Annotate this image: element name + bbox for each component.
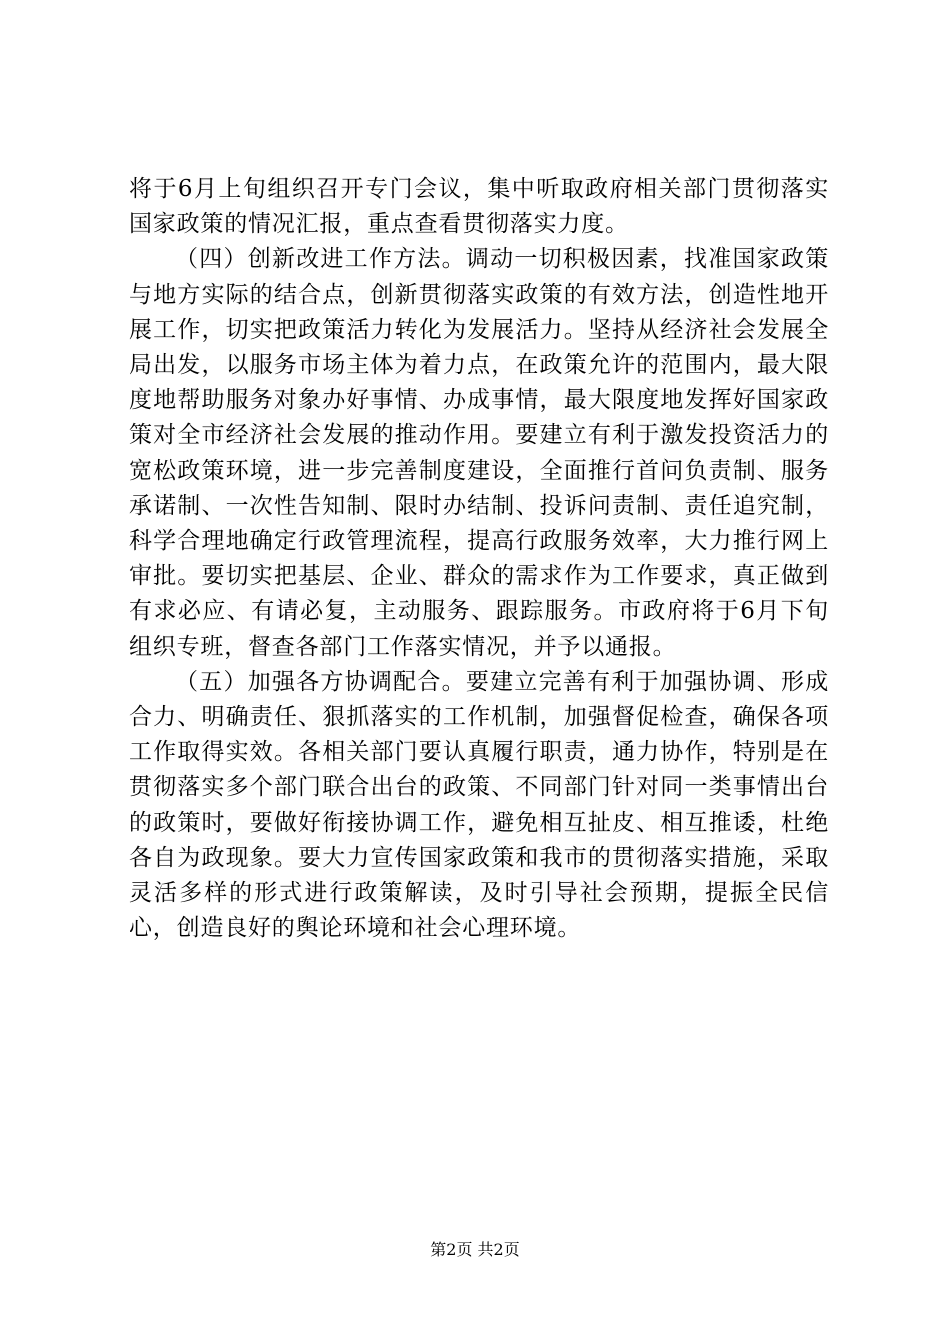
paragraph-section-five: （五）加强各方协调配合。要建立完善有利于加强协调、形成合力、明确责任、狠抓落实的工作机制，加强督促检查，确保各项工作取得实效。各相关部门要认真履行职责，通力协作，特别是在贯彻落实多个部门联合出台的政策、不同部门针对同一类事情出台的政策时，要做好衔接协调工作，避免相互扯皮、相互推诿，杜绝各自为政现象。要大力宣传国家政策和我市的贯彻落实措施，采取灵活多样的形式进行政策解读，及时引导社会预期，提振全民信心，创造良好的舆论环境和社会心理环境。 [129,668,829,942]
page-footer: 第2页 共2页 [430,1240,520,1259]
paragraph-continuation: 将于6月上旬组织召开专门会议，集中听取政府相关部门贯彻落实国家政策的情况汇报，重点查看贯彻落实力度。 [129,176,829,238]
paragraph-section-four: （四）创新改进工作方法。调动一切积极因素，找准国家政策与地方实际的结合点，创新贯彻落实政策的有效方法，创造性地开展工作，切实把政策活力转化为发展活力。坚持从经济社会发展全局出发，以服务市场主体为着力点，在政策允许的范围内，最大限度地帮助服务对象办好事情、办成事情，最大限度地发挥好国家政策对全市经济社会发展的推动作用。要建立有利于激发投资活力的宽松政策环境，进一步完善制度建设，全面推行首问负责制、服务承诺制、一次性告知制、限时办结制、投诉问责制、责任追究制，科学合理地确定行政管理流程，提高行政服务效率，大力推行网上审批。要切实把基层、企业、群众的需求作为工作要求，真正做到有求必应、有请必复，主动服务、跟踪服务。市政府将于6月下旬组织专班，督查各部门工作落实情况，并予以通报。 [129,246,829,660]
document-body [129,172,829,946]
